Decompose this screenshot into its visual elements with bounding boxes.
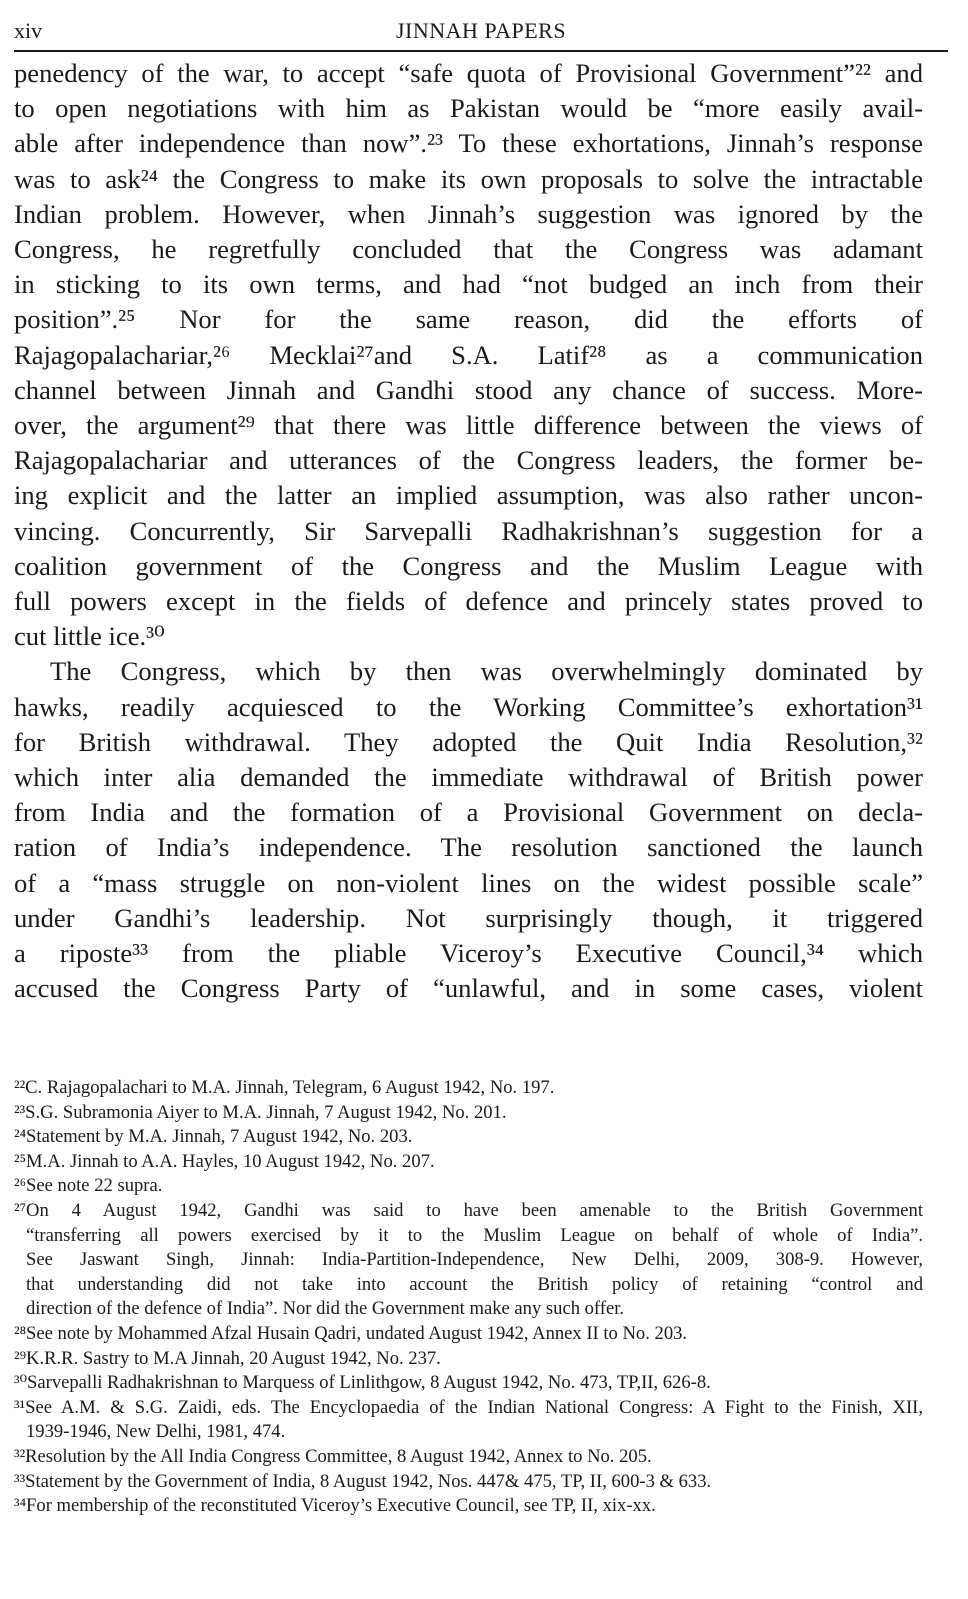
footnote: ²⁷On 4 August 1942, Gandhi was said to have been amenable to the British Government — [14, 1199, 923, 1221]
body-line: vincing. Concurrently, Sir Sarvepalli Radhakrishnan’s suggestion for a — [14, 515, 923, 546]
body-line: channel between Jinnah and Gandhi stood any chance of success. More- — [14, 374, 923, 405]
page-number: xiv — [14, 18, 43, 43]
body-line: penedency of the war, to accept “safe quota of Provisional Government”²² and — [14, 58, 923, 88]
body-line: for British withdrawal. They adopted the Quit India Resolution,³² — [14, 726, 923, 757]
footnote: ²⁸See note by Mohammed Afzal Husain Qadri, undated August 1942, Annex II to No. 203. — [14, 1322, 688, 1344]
footnote-continuation: See Jaswant Singh, Jinnah: India-Partition-Independence, New Delhi, 2009, 308-9. However, — [26, 1249, 923, 1271]
footnote: ³⁰Sarvepalli Radhakrishnan to Marquess of Linlithgow, 8 August 1942, No. 473, TP,II, 626-8. — [14, 1372, 711, 1394]
footnote-continuation: “transferring all powers exercised by it to the Muslim League on behalf of whole of India”. — [26, 1224, 923, 1246]
body-text — [14, 56, 923, 1006]
body-line: Rajagopalachariar,²⁶ Mecklai²⁷and S.A. Latif²⁸ as a communication — [14, 339, 923, 370]
body-line: Rajagopalachariar and utterances of the Congress leaders, the former be- — [14, 445, 923, 476]
running-title: JINNAH PAPERS — [395, 18, 567, 43]
footnote: ²⁶See note 22 supra. — [14, 1175, 163, 1197]
body-line: The Congress, which by then was overwhelmingly dominated by — [50, 656, 923, 687]
body-line: over, the argument²⁹ that there was little difference between the views of — [14, 410, 923, 441]
body-line: was to ask²⁴ the Congress to make its own proposals to solve the intractable — [14, 163, 923, 194]
body-line: ing explicit and the latter an implied assumption, was also rather uncon- — [14, 480, 923, 511]
footnote: ³³Statement by the Government of India, 8 August 1942, Nos. 447& 475, TP, II, 600-3 & 633. — [14, 1470, 712, 1492]
body-line: a riposte³³ from the pliable Viceroy’s Executive Council,³⁴ which — [14, 938, 923, 969]
footnote-continuation: 1939-1946, New Delhi, 1981, 474. — [26, 1421, 286, 1443]
body-line: able after independence than now”.²³ To these exhortations, Jinnah’s response — [14, 128, 923, 159]
body-line: to open negotiations with him as Pakistan would be “more easily avail- — [14, 93, 923, 124]
footnote: ²⁹K.R.R. Sastry to M.A Jinnah, 20 August 1942, No. 237. — [14, 1347, 441, 1369]
body-line: of a “mass struggle on non-violent lines on the widest possible scale” — [14, 867, 923, 898]
body-line: accused the Congress Party of “unlawful, and in some cases, violent — [14, 973, 923, 1004]
body-line: under Gandhi’s leadership. Not surprisingly though, it triggered — [14, 902, 923, 933]
body-line: Congress, he regretfully concluded that the Congress was adamant — [14, 234, 923, 265]
body-line: cut little ice.³⁰ — [14, 621, 165, 652]
body-line: hawks, readily acquiesced to the Working Committee’s exhortation³¹ — [14, 691, 923, 722]
body-line: in sticking to its own terms, and had “not budged an inch from their — [14, 269, 923, 300]
footnote-continuation: that understanding did not take into account the British policy of retaining “control and — [26, 1273, 923, 1295]
footnote: ²³S.G. Subramonia Aiyer to M.A. Jinnah, 7 August 1942, No. 201. — [14, 1101, 507, 1123]
footnote: ²⁴Statement by M.A. Jinnah, 7 August 1942, No. 203. — [14, 1126, 413, 1148]
body-line: which inter alia demanded the immediate withdrawal of British power — [14, 762, 923, 793]
body-line: from India and the formation of a Provisional Government on decla- — [14, 797, 923, 828]
body-line: Indian problem. However, when Jinnah’s suggestion was ignored by the — [14, 198, 923, 229]
footnote-continuation: direction of the defence of India”. Nor did the Government make any such offer. — [26, 1298, 625, 1320]
body-line: coalition government of the Congress and the Muslim League with — [14, 550, 923, 581]
footnote: ²²C. Rajagopalachari to M.A. Jinnah, Telegram, 6 August 1942, No. 197. — [14, 1077, 555, 1098]
page-header — [14, 14, 948, 44]
footnote: ²⁵M.A. Jinnah to A.A. Hayles, 10 August 1942, No. 207. — [14, 1150, 435, 1172]
footnotes — [14, 1076, 923, 1519]
header-rule — [14, 50, 948, 52]
body-line: ration of India’s independence. The resolution sanctioned the launch — [14, 832, 923, 863]
footnote: ³¹See A.M. & S.G. Zaidi, eds. The Encyclopaedia of the Indian National Congress: A Fight to the Finish, XII, — [14, 1396, 923, 1418]
body-line: position”.²⁵ Nor for the same reason, did the efforts of — [14, 304, 923, 335]
body-line: full powers except in the fields of defence and princely states proved to — [14, 586, 923, 617]
footnote: ³⁴For membership of the reconstituted Viceroy’s Executive Council, see TP, II, xix-xx. — [14, 1495, 656, 1517]
footnote: ³²Resolution by the All India Congress Committee, 8 August 1942, Annex to No. 205. — [14, 1445, 652, 1467]
